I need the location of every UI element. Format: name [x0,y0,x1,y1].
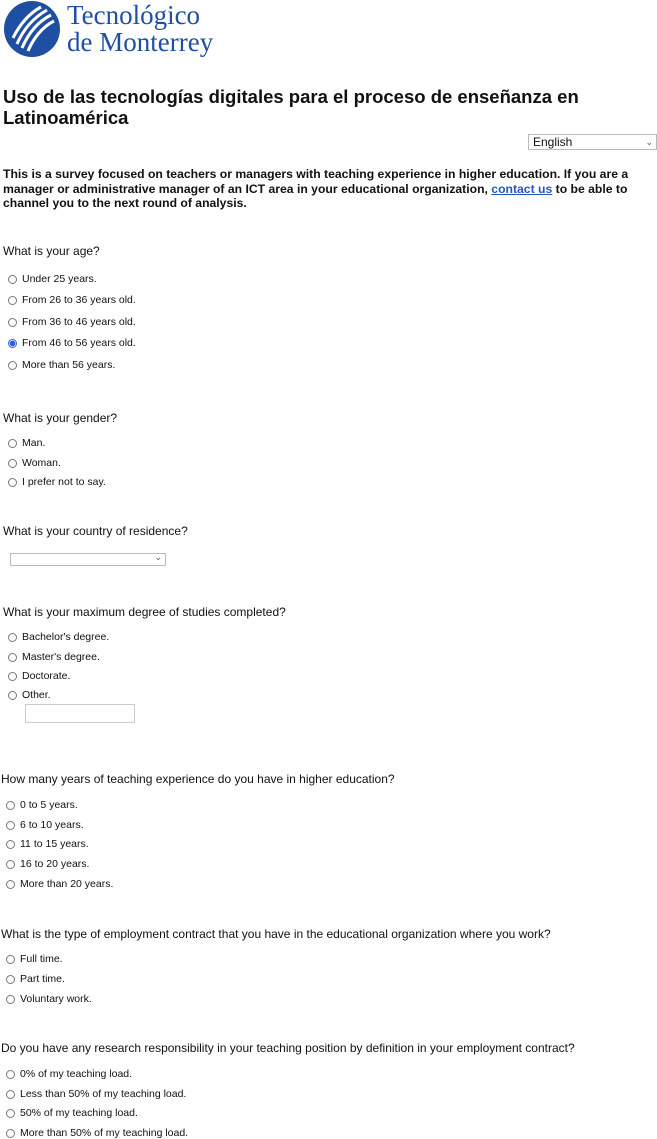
option-label: 6 to 10 years. [20,819,84,831]
option-research-0[interactable] [6,1068,132,1080]
radio-button[interactable] [6,821,15,830]
option-label: Bachelor's degree. [22,631,110,643]
option-label: From 36 to 46 years old. [22,316,136,328]
option-label: Part time. [20,973,65,985]
radio-button[interactable] [6,995,15,1004]
radio-button[interactable] [8,672,17,681]
option-experience-6-10[interactable] [6,819,84,831]
contact-us-link[interactable]: contact us [491,181,553,196]
option-label: I prefer not to say. [22,476,106,488]
option-label: Less than 50% of my teaching load. [20,1088,187,1100]
option-experience-over-20[interactable] [6,878,113,890]
radio-button[interactable] [8,459,17,468]
option-experience-16-20[interactable] [6,858,89,870]
option-degree-master[interactable] [8,651,100,663]
radio-button-selected[interactable] [8,339,17,348]
radio-button[interactable] [8,275,17,284]
option-label: Voluntary work. [20,993,92,1005]
radio-button[interactable] [8,361,17,370]
option-label: 0 to 5 years. [20,799,78,811]
question-research: Do you have any research responsibility in your teaching position by definition in your employment contract? [1,1041,575,1055]
intro-text [3,167,653,211]
radio-button[interactable] [6,955,15,964]
option-label: More than 50% of my teaching load. [20,1127,189,1139]
radio-button[interactable] [6,880,15,889]
option-degree-other[interactable] [8,689,51,701]
chevron-down-icon: ⌄ [645,137,653,147]
question-experience: How many years of teaching experience do you have in higher education? [1,772,395,786]
degree-other-input[interactable] [25,704,135,723]
chevron-down-icon: ⌄ [154,552,162,562]
option-contract-full-time[interactable] [6,953,63,965]
option-label: Under 25 years. [22,273,97,285]
option-age-46-56[interactable] [8,337,136,349]
option-label: Other. [22,689,51,701]
option-contract-part-time[interactable] [6,973,65,985]
option-label: From 26 to 36 years old. [22,294,136,306]
tec-logo-icon [3,0,61,58]
question-degree: What is your maximum degree of studies completed? [3,605,286,619]
option-label: 50% of my teaching load. [20,1107,138,1119]
option-age-over-56[interactable] [8,359,115,371]
radio-button[interactable] [6,860,15,869]
option-gender-prefer-not[interactable] [8,476,106,488]
country-select[interactable] [10,553,166,566]
option-label: 16 to 20 years. [20,858,90,870]
radio-button[interactable] [8,633,17,642]
tec-logo [3,0,213,58]
radio-button[interactable] [8,318,17,327]
radio-button[interactable] [8,653,17,662]
option-research-50[interactable] [6,1107,138,1119]
language-select[interactable] [528,134,657,150]
logo-wordmark [67,2,213,56]
option-label: Master's degree. [22,651,100,663]
radio-button[interactable] [6,801,15,810]
option-label: 0% of my teaching load. [20,1068,133,1080]
option-label: Man. [22,437,46,449]
option-degree-doctorate[interactable] [8,670,70,682]
radio-button[interactable] [6,1070,15,1079]
option-experience-0-5[interactable] [6,799,78,811]
option-degree-bachelor[interactable] [8,631,109,643]
option-age-36-46[interactable] [8,316,136,328]
intro-text-before: This is a survey focused on teachers or managers with teaching experience in higher education. If you are a manager or administrative manager of an ICT area in your educational organization, [3,167,629,196]
radio-button[interactable] [6,975,15,984]
question-contract: What is the type of employment contract that you have in the educational organization where you work? [1,927,551,941]
option-label: Doctorate. [22,670,71,682]
option-label: 11 to 15 years. [20,838,89,850]
option-label: Full time. [20,953,63,965]
radio-button[interactable] [6,1090,15,1099]
option-experience-11-15[interactable] [6,838,89,850]
question-age: What is your age? [3,244,100,258]
language-select-value: English [533,135,573,149]
radio-button[interactable] [8,296,17,305]
logo-line-2: de Monterrey [67,27,214,57]
radio-button[interactable] [8,478,17,487]
intro-text-after: to be able to channel you to the next round of analysis. [3,181,628,210]
option-label: More than 56 years. [22,359,116,371]
radio-button[interactable] [8,439,17,448]
option-gender-woman[interactable] [8,457,61,469]
page-title: Uso de las tecnologías digitales para el proceso de enseñanza en Latinoamérica [3,86,579,128]
option-contract-voluntary[interactable] [6,993,92,1005]
radio-button[interactable] [8,691,17,700]
logo-line-1: Tecnológico [67,0,201,30]
option-label: From 46 to 56 years old. [22,337,136,349]
option-research-more-50[interactable] [6,1127,188,1139]
option-age-under-25[interactable] [8,273,97,285]
radio-button[interactable] [6,1109,15,1118]
radio-button[interactable] [6,1129,15,1138]
option-label: More than 20 years. [20,878,114,890]
option-age-26-36[interactable] [8,294,136,306]
option-gender-man[interactable] [8,437,45,449]
question-country: What is your country of residence? [3,524,188,538]
option-label: Woman. [22,457,61,469]
question-gender: What is your gender? [3,411,118,425]
radio-button[interactable] [6,840,15,849]
option-research-less-50[interactable] [6,1088,186,1100]
